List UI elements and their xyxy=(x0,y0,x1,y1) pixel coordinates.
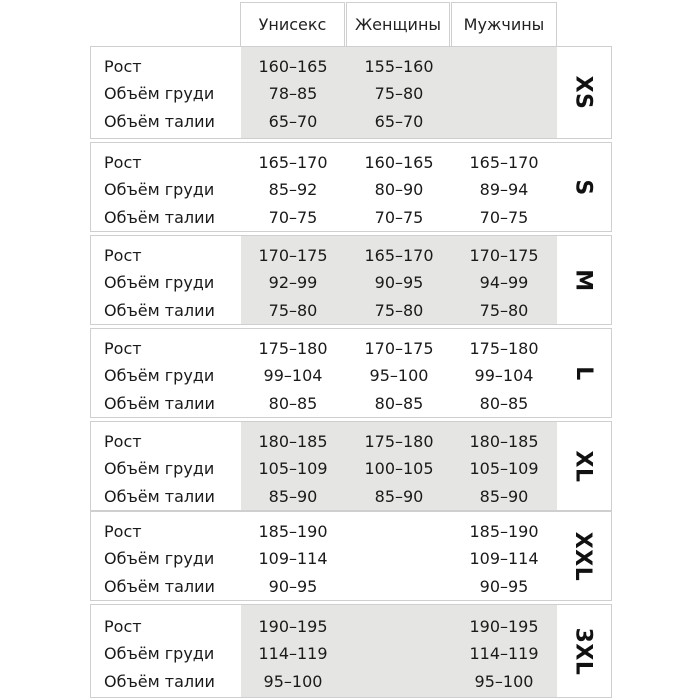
unisex-height: 175–180 xyxy=(258,339,328,358)
men-height xyxy=(452,55,556,79)
men-height: 165–170 xyxy=(469,153,539,172)
unisex-height: 160–165 xyxy=(258,57,328,76)
unisex-values xyxy=(241,512,345,600)
men-values xyxy=(452,236,556,324)
men-values xyxy=(452,512,556,600)
unisex-chest: 105–109 xyxy=(258,459,328,478)
label-height: Рост xyxy=(104,617,142,636)
unisex-waist: 70–75 xyxy=(268,208,318,227)
men-values xyxy=(452,143,556,231)
women-chest: 95–100 xyxy=(369,366,429,385)
men-waist: 75–80 xyxy=(479,301,529,320)
size-block-l xyxy=(90,328,612,418)
women-chest: 90–95 xyxy=(374,273,424,292)
label-waist: Объём талии xyxy=(104,112,215,131)
women-waist: 80–85 xyxy=(374,394,424,413)
women-values xyxy=(347,512,451,600)
men-chest: 109–114 xyxy=(469,549,539,568)
size-label-m: M xyxy=(570,268,596,292)
label-chest: Объём груди xyxy=(104,366,215,385)
men-waist: 85–90 xyxy=(479,487,529,506)
men-chest: 99–104 xyxy=(474,366,534,385)
header-unisex: Унисекс xyxy=(240,2,345,46)
men-waist xyxy=(452,110,556,134)
men-chest: 94–99 xyxy=(479,273,529,292)
men-height: 170–175 xyxy=(469,246,539,265)
women-values xyxy=(347,329,451,417)
row-labels xyxy=(104,605,244,697)
size-label-s: S xyxy=(570,178,596,196)
women-values xyxy=(347,605,451,697)
women-waist xyxy=(347,575,451,599)
women-chest: 80–90 xyxy=(374,180,424,199)
size-block-xl xyxy=(90,421,612,511)
men-waist: 95–100 xyxy=(474,672,534,691)
unisex-height: 190–195 xyxy=(258,617,328,636)
unisex-height: 180–185 xyxy=(258,432,328,451)
label-chest: Объём груди xyxy=(104,644,215,663)
size-block-s xyxy=(90,142,612,232)
row-labels xyxy=(104,143,244,231)
unisex-values xyxy=(241,236,345,324)
header-women: Женщины xyxy=(346,2,450,46)
label-chest: Объём груди xyxy=(104,273,215,292)
label-height: Рост xyxy=(104,153,142,172)
women-values xyxy=(347,422,451,510)
size-label-l: L xyxy=(570,365,596,381)
men-waist: 80–85 xyxy=(479,394,529,413)
row-labels xyxy=(104,47,244,138)
unisex-values xyxy=(241,143,345,231)
men-chest: 89–94 xyxy=(479,180,529,199)
unisex-chest: 109–114 xyxy=(258,549,328,568)
label-waist: Объём талии xyxy=(104,394,215,413)
men-chest xyxy=(452,82,556,106)
row-labels xyxy=(104,512,244,600)
size-block-m xyxy=(90,235,612,325)
unisex-chest: 114–119 xyxy=(258,644,328,663)
unisex-values xyxy=(241,605,345,697)
women-chest xyxy=(347,547,451,571)
size-label-xxl: XXL xyxy=(570,531,596,581)
unisex-height: 185–190 xyxy=(258,522,328,541)
row-labels xyxy=(104,422,244,510)
label-height: Рост xyxy=(104,432,142,451)
unisex-height: 165–170 xyxy=(258,153,328,172)
label-height: Рост xyxy=(104,339,142,358)
men-values xyxy=(452,329,556,417)
men-waist: 70–75 xyxy=(479,208,529,227)
unisex-values xyxy=(241,329,345,417)
unisex-chest: 85–92 xyxy=(268,180,318,199)
row-labels xyxy=(104,236,244,324)
unisex-waist: 90–95 xyxy=(268,577,318,596)
men-waist: 90–95 xyxy=(479,577,529,596)
label-waist: Объём талии xyxy=(104,487,215,506)
men-height: 185–190 xyxy=(469,522,539,541)
women-height: 175–180 xyxy=(364,432,434,451)
unisex-chest: 99–104 xyxy=(263,366,323,385)
women-height: 170–175 xyxy=(364,339,434,358)
women-height xyxy=(347,615,451,639)
women-values xyxy=(347,236,451,324)
size-block-3xl xyxy=(90,604,612,698)
women-chest xyxy=(347,642,451,666)
men-height: 175–180 xyxy=(469,339,539,358)
women-height xyxy=(347,520,451,544)
women-waist: 85–90 xyxy=(374,487,424,506)
unisex-waist: 95–100 xyxy=(263,672,323,691)
unisex-chest: 78–85 xyxy=(268,84,318,103)
men-chest: 114–119 xyxy=(469,644,539,663)
label-chest: Объём груди xyxy=(104,180,215,199)
label-chest: Объём груди xyxy=(104,84,215,103)
women-values xyxy=(347,143,451,231)
label-chest: Объём груди xyxy=(104,549,215,568)
women-waist: 70–75 xyxy=(374,208,424,227)
size-label-3xl: 3XL xyxy=(570,627,596,675)
label-height: Рост xyxy=(104,246,142,265)
women-values xyxy=(347,47,451,138)
size-block-xxl xyxy=(90,511,612,601)
label-chest: Объём груди xyxy=(104,459,215,478)
women-chest: 100–105 xyxy=(364,459,434,478)
women-chest: 75–80 xyxy=(374,84,424,103)
men-height: 180–185 xyxy=(469,432,539,451)
label-waist: Объём талии xyxy=(104,577,215,596)
size-label-xs: XS xyxy=(570,75,596,110)
women-waist xyxy=(347,670,451,694)
unisex-chest: 92–99 xyxy=(268,273,318,292)
row-labels xyxy=(104,329,244,417)
men-values xyxy=(452,422,556,510)
unisex-waist: 85–90 xyxy=(268,487,318,506)
label-height: Рост xyxy=(104,57,142,76)
women-height: 160–165 xyxy=(364,153,434,172)
unisex-height: 170–175 xyxy=(258,246,328,265)
size-block-xs xyxy=(90,46,612,139)
size-label-xl: XL xyxy=(570,450,596,482)
men-chest: 105–109 xyxy=(469,459,539,478)
women-waist: 65–70 xyxy=(374,112,424,131)
unisex-values xyxy=(241,47,345,138)
men-values xyxy=(452,605,556,697)
unisex-waist: 75–80 xyxy=(268,301,318,320)
women-height: 165–170 xyxy=(364,246,434,265)
women-waist: 75–80 xyxy=(374,301,424,320)
women-height: 155–160 xyxy=(364,57,434,76)
unisex-values xyxy=(241,422,345,510)
men-height: 190–195 xyxy=(469,617,539,636)
label-waist: Объём талии xyxy=(104,301,215,320)
label-waist: Объём талии xyxy=(104,208,215,227)
label-height: Рост xyxy=(104,522,142,541)
header-men: Мужчины xyxy=(451,2,557,46)
unisex-waist: 80–85 xyxy=(268,394,318,413)
unisex-waist: 65–70 xyxy=(268,112,318,131)
label-waist: Объём талии xyxy=(104,672,215,691)
men-values xyxy=(452,47,556,138)
